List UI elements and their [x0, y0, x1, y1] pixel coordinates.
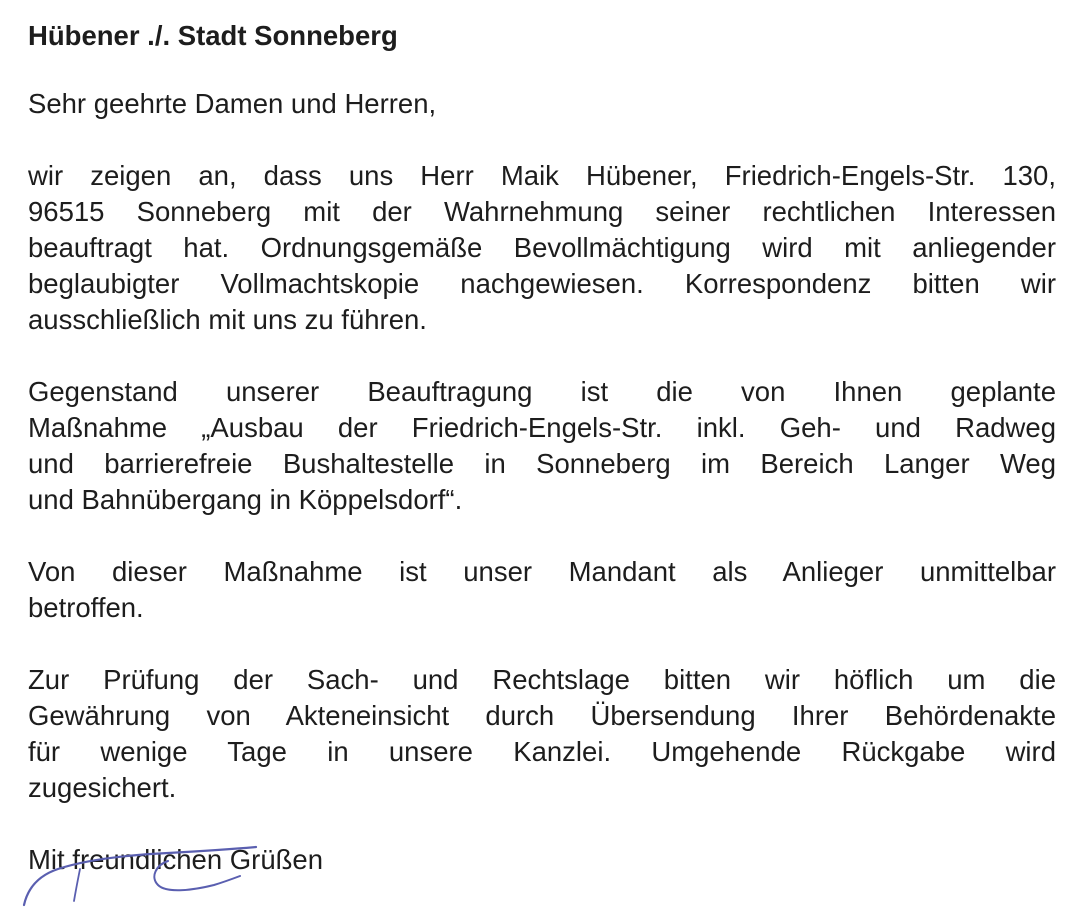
- paragraph-subject-matter: [28, 374, 1056, 518]
- paragraph-mandate: [28, 158, 1056, 338]
- paragraph-line: Zur Prüfung der Sach- und Rechtslage bitten wir höflich um die: [28, 664, 1056, 695]
- letter-salutation: Sehr geehrte Damen und Herren,: [28, 88, 437, 119]
- paragraph-line: 96515 Sonneberg mit der Wahrnehmung seiner rechtlichen Interessen: [28, 196, 1056, 227]
- paragraph-file-inspection: [28, 662, 1056, 806]
- paragraph-line: Maßnahme „Ausbau der Friedrich-Engels-Str. inkl. Geh- und Radweg: [28, 412, 1056, 443]
- paragraph-affected: [28, 554, 1056, 626]
- paragraph-line: und barrierefreie Bushaltestelle in Sonneberg im Bereich Langer Weg: [28, 448, 1056, 479]
- paragraph-line: ausschließlich mit uns zu führen.: [28, 304, 427, 335]
- paragraph-line: und Bahnübergang in Köppelsdorf“.: [28, 484, 463, 515]
- paragraph-line: Gewährung von Akteneinsicht durch Übersendung Ihrer Behördenakte: [28, 700, 1056, 731]
- paragraph-line: zugesichert.: [28, 772, 177, 803]
- paragraph-line: betroffen.: [28, 592, 144, 623]
- paragraph-line: beglaubigter Vollmachtskopie nachgewiesen. Korrespondenz bitten wir: [28, 268, 1056, 299]
- paragraph-line: wir zeigen an, dass uns Herr Maik Hübener, Friedrich-Engels-Str. 130,: [28, 160, 1056, 191]
- paragraph-line: Gegenstand unserer Beauftragung ist die von Ihnen geplante: [28, 376, 1056, 407]
- letter-closing: Mit freundlichen Grüßen: [28, 844, 323, 875]
- letter-body: [28, 18, 1056, 842]
- letter-subject: Hübener ./. Stadt Sonneberg: [28, 20, 398, 51]
- paragraph-line: Von dieser Maßnahme ist unser Mandant als Anlieger unmittelbar: [28, 556, 1056, 587]
- paragraph-line: beauftragt hat. Ordnungsgemäße Bevollmächtigung wird mit anliegender: [28, 232, 1056, 263]
- paragraph-line: für wenige Tage in unsere Kanzlei. Umgehende Rückgabe wird: [28, 736, 1056, 767]
